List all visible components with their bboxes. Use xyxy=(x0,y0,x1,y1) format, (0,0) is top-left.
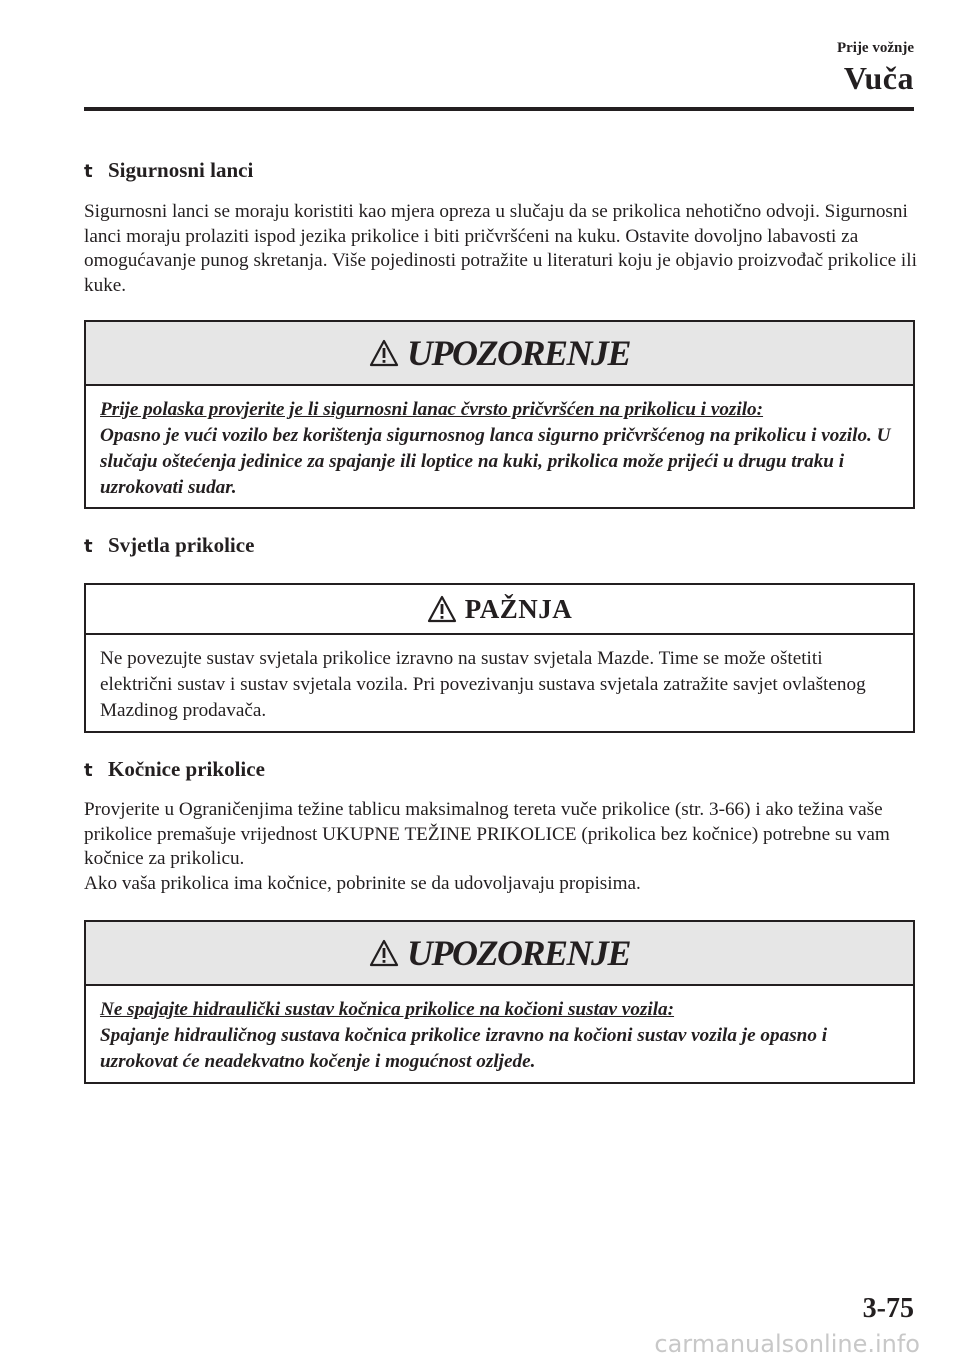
page-title: Vuča xyxy=(843,60,914,96)
section-heading-trailer-lights xyxy=(84,533,254,558)
caution-header xyxy=(86,585,913,635)
warning-header xyxy=(86,322,913,386)
warning-label: UPOZORENJE xyxy=(406,933,630,973)
section-paragraph-trailer-brakes xyxy=(84,798,919,896)
paragraph-text: Sigurnosni lanci se moraju koristiti kao mjera opreza u slučaju da se prikolica nehotično odvoji. Sigurnosni lanci moraju prolaziti ispod jezika prikolice i biti pričvršćeni na kuku. Ostavite dovoljno labavosti za omogućavanje punog skretanja. Više pojedinosti potražite u literaturi koju je objavio proizvođač prikolice ili kuke. xyxy=(84,201,917,296)
paragraph-text: Provjerite u Ograničenjima težine tablicu maksimalnog tereta vuče prikolice (str. 3-66) i ako težina vaše prikolice premašuje vrijednost UKUPNE TEŽINE PRIKOLICE (prikolica bez kočnice) potrebne su vam kočnice za prikolicu. xyxy=(84,799,890,870)
warning-lead: Prije polaska provjerite je li sigurnosni lanac čvrsto pričvršćen na prikolicu i vozilo: xyxy=(100,399,764,420)
section-heading-safety-chains xyxy=(84,158,253,183)
paragraph-text: Ako vaša prikolica ima kočnice, pobrinite se da udovoljavaju propisima. xyxy=(84,872,641,894)
section-heading-text: Svjetla prikolice xyxy=(108,533,255,557)
warning-label: UPOZORENJE xyxy=(406,333,630,373)
section-heading-trailer-brakes xyxy=(84,757,265,782)
warning-triangle-icon xyxy=(369,339,399,367)
caution-box-trailer-lights xyxy=(84,583,915,733)
caution-label: PAŽNJA xyxy=(464,593,573,624)
warning-box-safety-chain xyxy=(84,320,915,509)
section-paragraph-safety-chains xyxy=(84,200,919,298)
warning-lead: Ne spajajte hidraulički sustav kočnica prikolice na kočioni sustav vozila: xyxy=(100,999,675,1020)
section-heading-text: Kočnice prikolice xyxy=(108,757,265,781)
page-number: 3-75 xyxy=(862,1293,914,1324)
watermark: carmanualsonline.info xyxy=(654,1330,920,1358)
warning-triangle-icon xyxy=(427,595,457,623)
section-heading-text: Sigurnosni lanci xyxy=(108,158,254,182)
warning-text: Spajanje hidrauličnog sustava kočnica prikolice izravno na kočioni sustav vozila je opasno i uzrokovat će neadekvatno kočenje i mogućnost ozljede. xyxy=(100,1025,828,1072)
caution-body xyxy=(86,635,913,738)
warning-text: Opasno je vući vozilo bez korištenja sigurnosnog lanca sigurno pričvršćenog na prikolicu i vozilo. U slučaju oštećenja jedinice za spajanje ili loptice na kuki, prikolica može prijeći u drugu traku i uzrokovati sudar. xyxy=(100,425,891,498)
header-divider xyxy=(84,107,914,111)
warning-triangle-icon xyxy=(369,939,399,967)
warning-body xyxy=(86,986,913,1089)
warning-body xyxy=(86,386,913,515)
caution-text: Ne povezujte sustav svjetala prikolice izravno na sustav svjetala Mazde. Time se može oštetiti električni sustav i sustav svjetala vozila. Pri povezivanju sustava svjetala zatražite savjet ovlaštenog Mazdinog prodavača. xyxy=(100,648,866,721)
warning-box-hydraulic-brakes xyxy=(84,920,915,1084)
chapter-label: Prije vožnje xyxy=(836,40,914,56)
section-bullet: t xyxy=(84,536,93,557)
section-bullet: t xyxy=(84,760,93,781)
section-bullet: t xyxy=(84,161,93,182)
warning-header xyxy=(86,922,913,986)
